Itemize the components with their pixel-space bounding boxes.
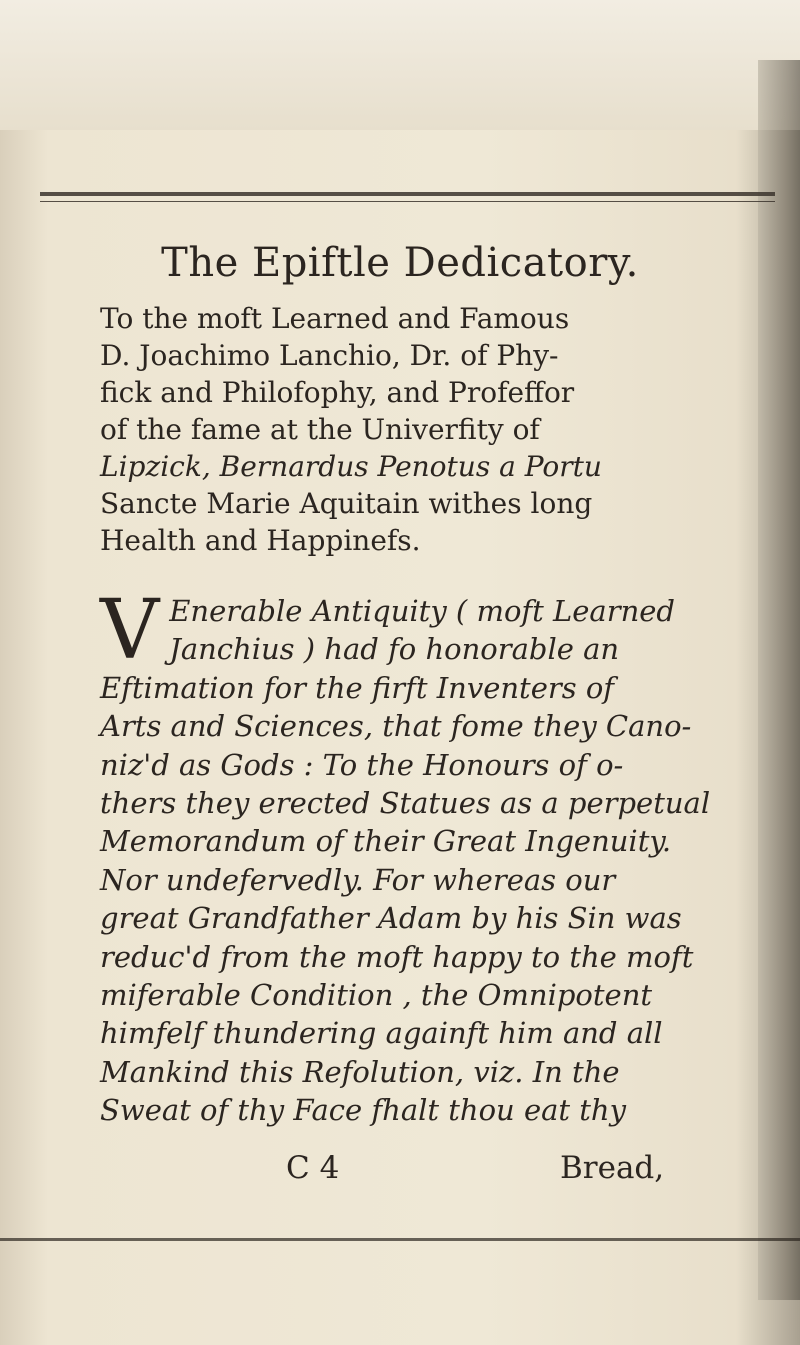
body-line: Mankind this Refolution, viz. In the — [100, 1054, 620, 1089]
dedication-address — [100, 300, 720, 559]
address-line: Lipzick, Bernardus Penotus a Portu — [100, 450, 602, 483]
body-line: Nor undefervedly. For whereas our — [100, 862, 616, 897]
page-title: The Epiftle Dedicatory. — [161, 240, 639, 286]
body-line: Janchius ) had fo honorable an — [169, 632, 620, 667]
body-line: thers they erected Statues as a perpetual — [100, 786, 711, 821]
body-line: reduc'd from the moft happy to the moft — [100, 939, 694, 974]
dedication-body — [100, 583, 720, 1130]
address-line: fick and Philofophy, and Profeffor — [100, 376, 575, 409]
signature-mark: C 4 — [286, 1150, 340, 1186]
body-line: Eftimation for the firft Inventers of — [100, 670, 615, 705]
address-line: of the fame at the Univerfity of — [100, 413, 540, 446]
body-line: niz'd as Gods : To the Honours of o- — [100, 747, 624, 782]
body-line: himfelf thundering againft him and all — [100, 1016, 663, 1051]
page-bottom-edge — [0, 1238, 800, 1241]
address-line: To the moft Learned and Famous — [100, 302, 570, 335]
page-top-margin — [0, 0, 800, 130]
body-line: Enerable Antiquity ( moft Learned — [169, 594, 675, 628]
header-rule-thin — [40, 201, 775, 202]
address-line: Sancte Marie Aquitain withes long — [100, 487, 593, 520]
body-line: miferable Condition , the Omnipotent — [100, 978, 653, 1013]
catchword: Bread, — [560, 1150, 665, 1186]
body-line: Arts and Sciences, that fome they Cano- — [100, 709, 692, 744]
body-line: Memorandum of their Great Ingenuity. — [100, 824, 672, 859]
address-line: Health and Happinefs. — [100, 524, 421, 557]
body-line: Sweat of thy Face fhalt thou eat thy — [100, 1093, 626, 1128]
drop-cap: V — [100, 583, 160, 678]
body-line: great Grandfather Adam by his Sin was — [100, 901, 682, 936]
header-rule-thick — [40, 192, 775, 196]
address-line: D. Joachimo Lanchio, Dr. of Phy- — [100, 339, 559, 372]
